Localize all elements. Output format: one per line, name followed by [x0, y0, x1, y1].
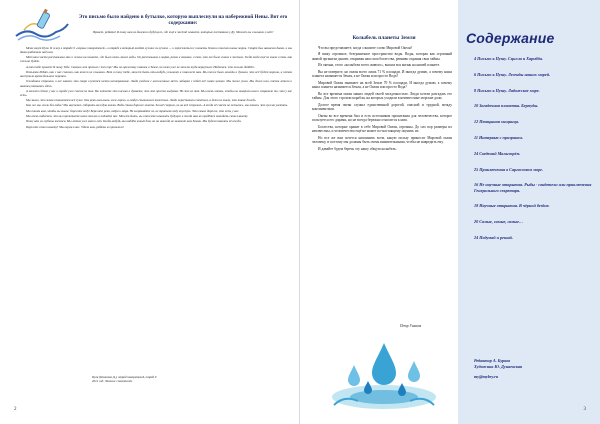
article-paragraph: Но все же вам хочется напомнить всем, какую пользу приносит Мировой океан человеку, и поэтому мы должны быть очень внимательными, чтобы не навредить ему. [312, 135, 452, 145]
letter-paragraph: А вот тебе привет! Я пишу Тебе. Сколько лет прошло с тех пор? Мы по-прежнему помним о Земле, но сами уже не можем туда вернуться. Надеемся, что письмо дойдёт. [26, 64, 255, 69]
toc-item[interactable]: 6 Письмо к Пушу. Легенды наших морей. [474, 71, 551, 77]
article-author: Петр Ушаков [400, 324, 422, 328]
artist-credit: Художник Ю. Дунаевская [474, 363, 523, 369]
signature-line: Пуля (Пашенко Д.), отряд покорителей, отряд 9 [92, 375, 157, 379]
letter-paragraph: Мы очень надеемся, что вы прочитаете наше письмо и поймёте нас. Может быть, вы сможете изменить будущее и тогда нам не придётся покидать свою планету. [26, 114, 249, 118]
article-paragraph: Из океана, этого «колыбели всего живого», вышла вся жизнь на нашей планете. [318, 63, 441, 68]
letter-body [20, 46, 292, 130]
article-paragraph: Долгое время океан служил единственной дорогой, опасной и трудной, между континентами. [312, 102, 452, 112]
letter-paragraph: Берегите свою планету! Мы верим в вас. Удачи вам, ребята из прошлого! [26, 124, 124, 129]
article-body [312, 46, 452, 153]
letter-paragraph: Попытка Ребят, как с нас спасали, как ничего не слышали. Вот я пишу тебе, может быть кто-нибудь услышит и поможет нам. Мы тоже были молоды и думали, что всё будет хорошо, а потом наступило время больших перемен. [20, 70, 292, 79]
letter-paragraph: Мы пишем вам, чтобы вы знали: берегите воду! Берегите реки, озёра и моря. Не загрязняйте их, не тратьте воду впустую. Это самое дорогое, что есть у вас. [26, 108, 240, 113]
article-paragraph: Богатства, которые хранит в себе Мировой Океан, огромны. До сих пор размеры их неизвестны, и человечество ещё не может по-настоящему оценить их. [312, 124, 452, 134]
toc-heading: Содержание [466, 30, 555, 46]
toc-item[interactable]: 4 Письмо к Пушу. Сцилла и Харибда. [474, 56, 543, 61]
table-of-contents-panel [458, 0, 600, 424]
credits [474, 358, 592, 380]
article-paragraph: Я вижу огромное, безграничное пространство воды. Воды, которая как огромный живой организм дышит, открывая нам свои богатства, ревниво охраняя свои тайны. [312, 52, 452, 61]
letter-paragraph: Мы знали, что земля становится всё суше. Там реки высыхали, леса горели, а воздух становился тяжёлым. Люди переставали смеяться, а дети не знали, что такое дождь. [26, 98, 257, 103]
toc-item[interactable]: 24 Сведений Мальстрём. [474, 150, 521, 156]
toc-list [474, 56, 592, 251]
letter-signature [92, 375, 252, 383]
article-title: Колыбель планеты Земля [352, 35, 416, 41]
letter-paragraph: Мой папа часто рассказывал мне о жизни на планете, где было очень много воды. Он рассказывал о морях, реках и океанах, о том, что все было синим и чистым. Тогда люди ещё не знали о том, как сложно будет. [20, 55, 292, 64]
article-column [300, 0, 458, 424]
letter-header: Это письмо было найдено в бутылке, которую выплеснули на набережной Невы. Вот его содержание: [78, 14, 288, 26]
toc-item[interactable]: 10 Загадочная планетка. Бермуды. [474, 103, 539, 109]
letter-paragraph: Ожидание страшно, и все знают, что скоро случится нечто непоправимое. Люди уходили с насиженных мест, забирая с собой всё самое ценное. Мы тоже ушли. Мы долго шли, потом летели и наконец оказались здесь. [20, 79, 292, 88]
bottle-wave-logo [14, 6, 70, 46]
article-paragraph: Во все времена океан манил людей своей загадочностью. Люди хотели разгадать его тайны. Для этого строили корабли, на которых уходили в неизвестные морские дали. [312, 91, 452, 101]
article-paragraph: Мировой Океан занимает на всей Земле 70 % площади, И иногда думаю, а почему наша планета называется Земля, а не Океан или просто Вода? [312, 80, 452, 90]
toc-item[interactable]: 20 Самые, самые, самые… [474, 219, 524, 225]
toc-item[interactable]: 16 Не научные открытия. Рыбы - свидетели или приключения Генерального секретаря. [474, 182, 592, 193]
toc-item[interactable]: 12 Птицыная хищница. [474, 119, 519, 125]
right-page [300, 0, 600, 424]
letter-paragraph: А может сейчас у вас в городе уже совсем не так. Вы читаете это письмо и думаете, что это просто выдумка. Но это не так. Мы очень хотим, чтобы вы поверили нам и сохранили то, что у вас есть. [20, 88, 292, 97]
editor-credit: Редактор А. Бурков [474, 358, 511, 363]
toc-item[interactable]: 24 Подумай и решай. [474, 234, 513, 240]
water-drops-illustration [314, 335, 454, 415]
toc-item[interactable]: 8 Письмо к Пушу. Ладожское море. [474, 87, 540, 93]
page-number-right: 3 [583, 407, 586, 412]
letter-intro: Привет, ребята! Я пишу вам из далекого будущего, где ещё в чистой планете, которые постоянно у Ду. Может вы слышали о ней? [92, 30, 274, 34]
article-paragraph: Вы не поверите, но океан всего лишь 71 % площади. И иногда думаю, а почему наша планета называется Земля, а не Океан или просто Вода? [312, 69, 452, 79]
letter-paragraph: Как же мы жили без воды? Мы научились собирать каждую каплю. Вода стала дороже золота. За неё спорили, из-за неё ссорились. А когда её совсем не осталось, мы поняли, что нужно улетать. [26, 103, 288, 108]
article-paragraph: Что вы представляете, когда слышите слово Мировой Океан? [318, 46, 413, 50]
letter-paragraph: Меня зовут Пуля. Я живу в отряде 9 «первых покорителей», в отряде в который входят лучшие из лучших — и переселиться с планеты Земля в поисках новых миров. Старт был назначен давно, и мы давно работали над ним. [20, 46, 292, 55]
page-number-left: 2 [14, 407, 17, 412]
toc-item[interactable]: 25 Приключения в Саргассовом море. [474, 166, 544, 172]
toc-item[interactable]: 18 Научные открытия. В чёрной бездне. [474, 203, 550, 209]
letter-paragraph: Пишу вам из глубины космоса. Мы летим уже много лет. Когда-нибудь мы найдём новый дом, но он никогда не заменит нам Землю. Мы будем помнить её всегда. [26, 119, 242, 124]
signature-line: 2012 год. Экипаж спасателей. [92, 379, 133, 383]
toc-item[interactable]: 11 Интервью с призраком. [474, 134, 523, 140]
article-paragraph: И давайте будем беречь эту нашу общую колыбель. [318, 146, 397, 151]
article-paragraph: Океан во все времена был и есть источником пропитания для человечества, которое пользуется его дарами, но не всегда бережно относится к ним. [312, 113, 452, 123]
contact-email[interactable]: my@mybry.ru [474, 374, 499, 380]
